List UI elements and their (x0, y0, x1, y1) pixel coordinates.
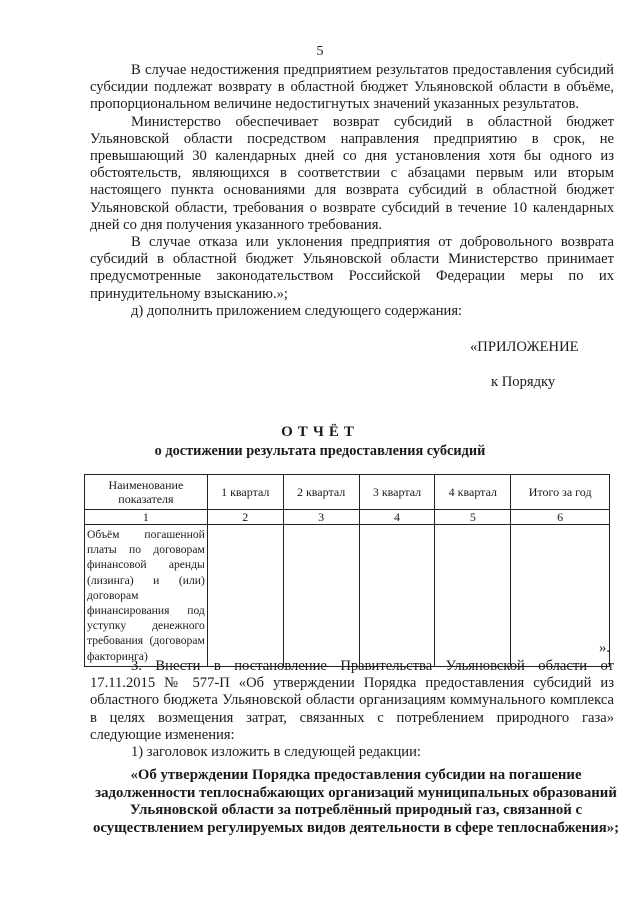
paragraph: Министерство обеспечивает возврат субсидий в областной бюджет Ульяновской области посредством направления предприятию в срок, не превышающий 30 календарных дней со дня установления хотя бы одного из обстоятельств, являющихся в соответствии с абзацами первым или вторым настоящего пункта основаниями для возврата субсидий в областной бюджет Ульяновской области, требования о возврате субсидий в течение 10 календарных дней со дня получения указанного требования. (90, 113, 614, 233)
table-number-row (85, 510, 610, 525)
row-name-cell: Объём погашенной платы по договорам финансовой аренды (лизинга) и (или) договорам финансирования под уступку денежного требования (договорам факторинга) (85, 525, 208, 667)
table-header: 3 квартал (359, 475, 435, 510)
paragraph: В случае недостижения предприятием результатов предоставления субсидий субсидии подлежат возврату в областной бюджет Ульяновской области в объёме, пропорциональном величине недостигнутых значений указанных результатов. (90, 62, 614, 113)
column-number: 3 (283, 510, 359, 525)
paragraph: В случае отказа или уклонения предприятия от добровольного возврата субсидий в областной бюджет Ульяновской области Министерство принимает предусмотренные законодательством Российской Федерации меры по их принудительному взысканию.»; (90, 234, 614, 302)
table-header: 2 квартал (283, 475, 359, 510)
table-cell (207, 525, 283, 667)
table-cell (283, 525, 359, 667)
appendix-label: «ПРИЛОЖЕНИЕ (470, 339, 579, 355)
table-cell (511, 525, 610, 667)
table-header: 4 квартал (435, 475, 511, 510)
paragraph: 1) заголовок изложить в следующей редакции: (131, 744, 421, 761)
paragraph: 3. Внести в постановление Правительства Ульяновской области от 17.11.2015 № 577-П «Об утверждении Порядка предоставления субсидий из областного бюджета Ульяновской области организациям коммунального комплекса в целях возмещения затрат, связанных с потреблением природного газа» следующие изменения: (90, 658, 614, 743)
table-cell (435, 525, 511, 667)
table-header: Наименование показателя (85, 475, 208, 510)
table-row (85, 525, 610, 667)
bottom-text (90, 658, 614, 761)
table-cell (359, 525, 435, 667)
column-number: 2 (207, 510, 283, 525)
report-table (84, 474, 610, 667)
report-subtitle: о достижении результата предоставления субсидий (154, 443, 486, 459)
column-number: 1 (85, 510, 208, 525)
page-number: 5 (316, 44, 324, 59)
top-text (90, 62, 614, 320)
column-number: 6 (511, 510, 610, 525)
closing-quote: ». (599, 640, 610, 656)
column-number: 4 (359, 510, 435, 525)
column-number: 5 (435, 510, 511, 525)
appendix-subtitle: к Порядку (491, 374, 556, 390)
table-header-row (85, 475, 610, 510)
table-header: Итого за год (511, 475, 610, 510)
table-header: 1 квартал (207, 475, 283, 510)
paragraph: д) дополнить приложением следующего содержания: (131, 302, 463, 319)
new-title-text: «Об утверждении Порядка предоставления субсидии на погашение задолженности теплоснабжающих организаций муниципальных образований Ульяновской области за потреблённый природный газ, связанной с осуществлением регулируемых видов деятельности в сфере теплоснабжения»; (92, 767, 620, 836)
report-title: ОТЧЁТ (281, 424, 359, 440)
